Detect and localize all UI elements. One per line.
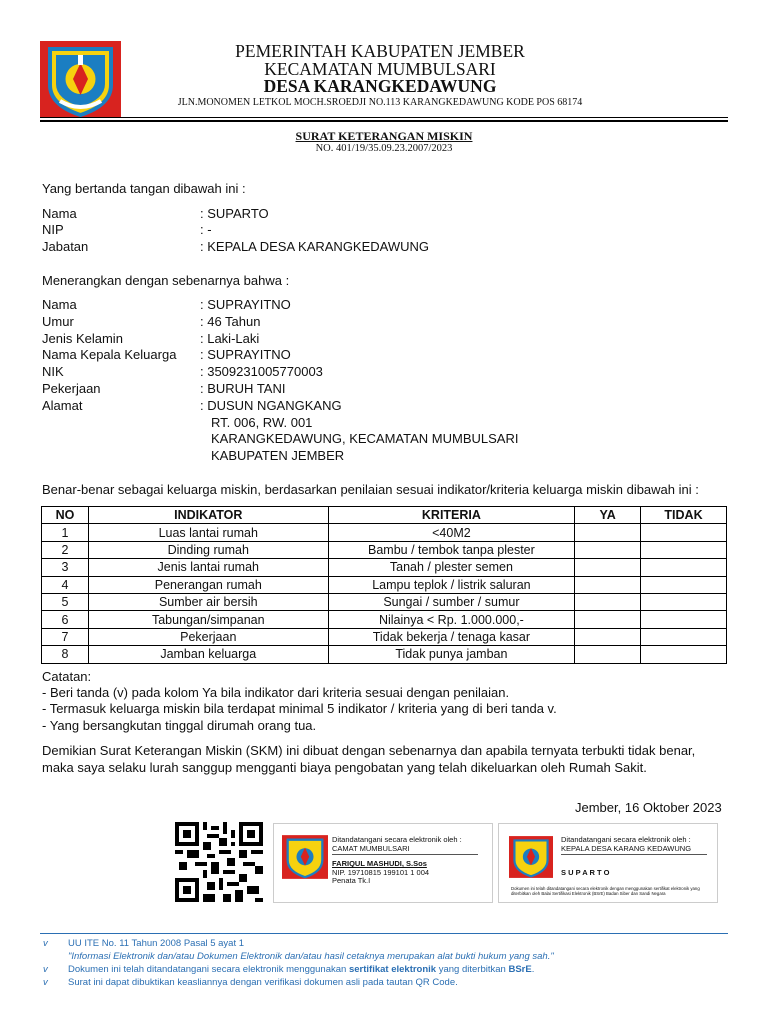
cell-kriteria: Tidak punya jamban	[328, 646, 575, 663]
sig1-nip: NIP. 19710815 199101 1 004	[332, 868, 430, 877]
table-header-row	[42, 507, 727, 524]
cell-tidak	[641, 628, 727, 645]
cell-ya	[575, 628, 641, 645]
date-place: Jember, 16 Oktober 2023	[575, 800, 722, 815]
cell-no: 1	[42, 524, 89, 541]
sig1-line2: CAMAT MUMBULSARI	[332, 844, 410, 853]
subject-label: NIK	[42, 364, 64, 379]
footer-law: UU ITE No. 11 Tahun 2008 Pasal 5 ayat 1	[68, 938, 245, 949]
subject-label: Nama	[42, 297, 77, 312]
jember-regency-logo	[40, 41, 121, 118]
cell-kriteria: Nilainya < Rp. 1.000.000,-	[328, 611, 575, 628]
cell-ya	[575, 646, 641, 663]
table-row	[42, 646, 727, 663]
table-row	[42, 576, 727, 593]
jember-regency-logo	[509, 834, 553, 880]
footer-emphasis: BSrE	[508, 964, 532, 975]
cell-no: 2	[42, 541, 89, 558]
cell-tidak	[641, 576, 727, 593]
header-rule-thick	[40, 120, 728, 122]
table-row	[42, 524, 727, 541]
e-signature-kepala-desa	[498, 823, 718, 903]
cell-indikator: Pekerjaan	[88, 628, 328, 645]
cell-no: 8	[42, 646, 89, 663]
cell-indikator: Jamban keluarga	[88, 646, 328, 663]
cell-tidak	[641, 559, 727, 576]
sig1-line1: Ditandatangani secara elektronik oleh :	[332, 835, 462, 844]
sig1-name: FARIQUL MASHUDI, S.Sos	[332, 859, 427, 868]
column-header: YA	[575, 507, 641, 524]
cell-indikator: Luas lantai rumah	[88, 524, 328, 541]
subject-value: : SUPRAYITNO	[200, 297, 291, 312]
signer-label: Jabatan	[42, 239, 89, 254]
cell-ya	[575, 541, 641, 558]
column-header: TIDAK	[641, 507, 727, 524]
e-signature-camat	[273, 823, 493, 903]
closing-line: maka saya selaku lurah sanggup mengganti biaya pengobatan yang telah dikeluarkan oleh Rumah Sakit.	[42, 760, 647, 775]
cell-indikator: Dinding rumah	[88, 541, 328, 558]
sig2-line1: Ditandatangani secara elektronik oleh :	[561, 835, 691, 844]
note-line: - Beri tanda (v) pada kolom Ya bila indikator dari kriteria sesuai dengan penilaian.	[42, 685, 510, 700]
footer-text: yang diterbitkan	[436, 964, 509, 975]
cell-kriteria: <40M2	[328, 524, 575, 541]
footer-bullet: v	[43, 977, 48, 988]
subject-label: Pekerjaan	[42, 381, 101, 396]
sig2-line2: KEPALA DESA KARANG KEDAWUNG	[561, 844, 692, 853]
notes-title: Catatan:	[42, 669, 92, 684]
qr-code-icon[interactable]	[175, 822, 263, 902]
note-line: - Termasuk keluarga miskin bila terdapat minimal 5 indikator / kriteria yang di beri tanda v.	[42, 701, 557, 716]
cell-kriteria: Tanah / plester semen	[328, 559, 575, 576]
footer-emphasis: sertifikat elektronik	[348, 964, 437, 975]
signer-value: : KEPALA DESA KARANGKEDAWUNG	[200, 239, 430, 254]
header-rule-thin	[40, 117, 728, 118]
column-header: INDIKATOR	[88, 507, 328, 524]
cell-tidak	[641, 611, 727, 628]
signer-value: : SUPARTO	[200, 206, 269, 221]
address-line: KARANGKEDAWUNG, KECAMATAN MUMBULSARI	[211, 431, 519, 446]
cell-kriteria: Tidak bekerja / tenaga kasar	[328, 628, 575, 645]
sig2-divider	[561, 854, 707, 855]
sig1-divider	[332, 854, 478, 855]
subject-value: : SUPRAYITNO	[200, 347, 291, 362]
cell-indikator: Penerangan rumah	[88, 576, 328, 593]
subject-label: Jenis Kelamin	[42, 331, 123, 346]
cell-kriteria: Lampu teplok / listrik saluran	[328, 576, 575, 593]
footer-bullet: v	[43, 964, 48, 975]
address-line: RT. 006, RW. 001	[211, 415, 313, 430]
subject-value: : 46 Tahun	[200, 314, 261, 329]
cell-tidak	[641, 541, 727, 558]
footer-bullet: v	[43, 938, 48, 949]
signer-intro: Yang bertanda tangan dibawah ini :	[42, 181, 246, 196]
table-row	[42, 541, 727, 558]
table-row	[42, 628, 727, 645]
footer-text: .	[531, 964, 535, 975]
cell-tidak	[641, 593, 727, 610]
footer-text: Dokumen ini telah ditandatangani secara elektronik menggunakan	[68, 964, 349, 975]
subject-value: : 3509231005770003	[200, 364, 323, 379]
signer-label: Nama	[42, 206, 77, 221]
table-intro: Benar-benar sebagai keluarga miskin, berdasarkan penilaian sesuai indikator/kriteria keluarga miskin dibawah ini :	[42, 482, 699, 497]
subject-value: : Laki-Laki	[200, 331, 260, 346]
cell-no: 7	[42, 628, 89, 645]
cell-no: 6	[42, 611, 89, 628]
criteria-table	[41, 506, 727, 664]
subject-value: : BURUH TANI	[200, 381, 286, 396]
header-address: JLN.MONOMEN LETKOL MOCH.SROEDJI NO.113 KARANGKEDAWUNG KODE POS 68174	[177, 97, 583, 108]
cell-ya	[575, 524, 641, 541]
table-row	[42, 611, 727, 628]
cell-ya	[575, 593, 641, 610]
header-line-3: DESA KARANGKEDAWUNG	[263, 76, 497, 96]
cell-ya	[575, 611, 641, 628]
address-line: KABUPATEN JEMBER	[211, 448, 345, 463]
cell-ya	[575, 559, 641, 576]
header-line-1: PEMERINTAH KABUPATEN JEMBER	[235, 41, 525, 61]
cell-tidak	[641, 646, 727, 663]
sig2-note: Dokumen ini telah ditandatangani secara elektronik dengan menggunakan sertifikat elektronik yang diterbitkan oleh Balai Sertifikasi Elektronik (BSrE) Badan Siber dan Sandi Negara	[511, 886, 700, 896]
note-line: - Yang bersangkutan tinggal dirumah orang tua.	[42, 718, 317, 733]
table-row	[42, 593, 727, 610]
cell-no: 4	[42, 576, 89, 593]
closing-line: Demikian Surat Keterangan Miskin (SKM) ini dibuat dengan sebenarnya dan apabila ternyata terbukti tidak benar,	[42, 743, 696, 758]
subject-label: Umur	[42, 314, 74, 329]
footer-verification: Surat ini dapat dibuktikan keasliannya dengan verifikasi dokumen asli pada tautan QR Code.	[68, 977, 458, 988]
cell-no: 5	[42, 593, 89, 610]
footer-law-quote: "Informasi Elektronik dan/atau Dokumen Elektronik dan/atau hasil cetaknya merupakan alat bukti hukum yang sah."	[68, 951, 554, 962]
document-number: NO. 401/19/35.09.23.2007/2023	[315, 143, 453, 154]
document-title: SURAT KETERANGAN MISKIN	[295, 129, 473, 143]
cell-indikator: Tabungan/simpanan	[88, 611, 328, 628]
signer-label: NIP	[42, 222, 64, 237]
subject-label: Nama Kepala Keluarga	[42, 347, 177, 362]
subject-value: : DUSUN NGANGKANG	[200, 398, 342, 413]
cell-indikator: Jenis lantai rumah	[88, 559, 328, 576]
cell-indikator: Sumber air bersih	[88, 593, 328, 610]
cell-no: 3	[42, 559, 89, 576]
footer-rule	[40, 933, 728, 934]
subject-label: Alamat	[42, 398, 83, 413]
cell-ya	[575, 576, 641, 593]
footer-certificate	[68, 964, 534, 975]
sig1-rank: Penata Tk.I	[332, 876, 371, 885]
subject-intro: Menerangkan dengan sebenarnya bahwa :	[42, 273, 290, 288]
column-header: KRITERIA	[328, 507, 575, 524]
cell-tidak	[641, 524, 727, 541]
header-line-2: KECAMATAN MUMBULSARI	[264, 59, 496, 79]
column-header: NO	[42, 507, 89, 524]
jember-regency-logo	[282, 834, 328, 880]
sig2-name: S U P A R T O	[561, 868, 610, 877]
cell-kriteria: Bambu / tembok tanpa plester	[328, 541, 575, 558]
cell-kriteria: Sungai / sumber / sumur	[328, 593, 575, 610]
table-row	[42, 559, 727, 576]
signer-value: : -	[200, 222, 212, 237]
